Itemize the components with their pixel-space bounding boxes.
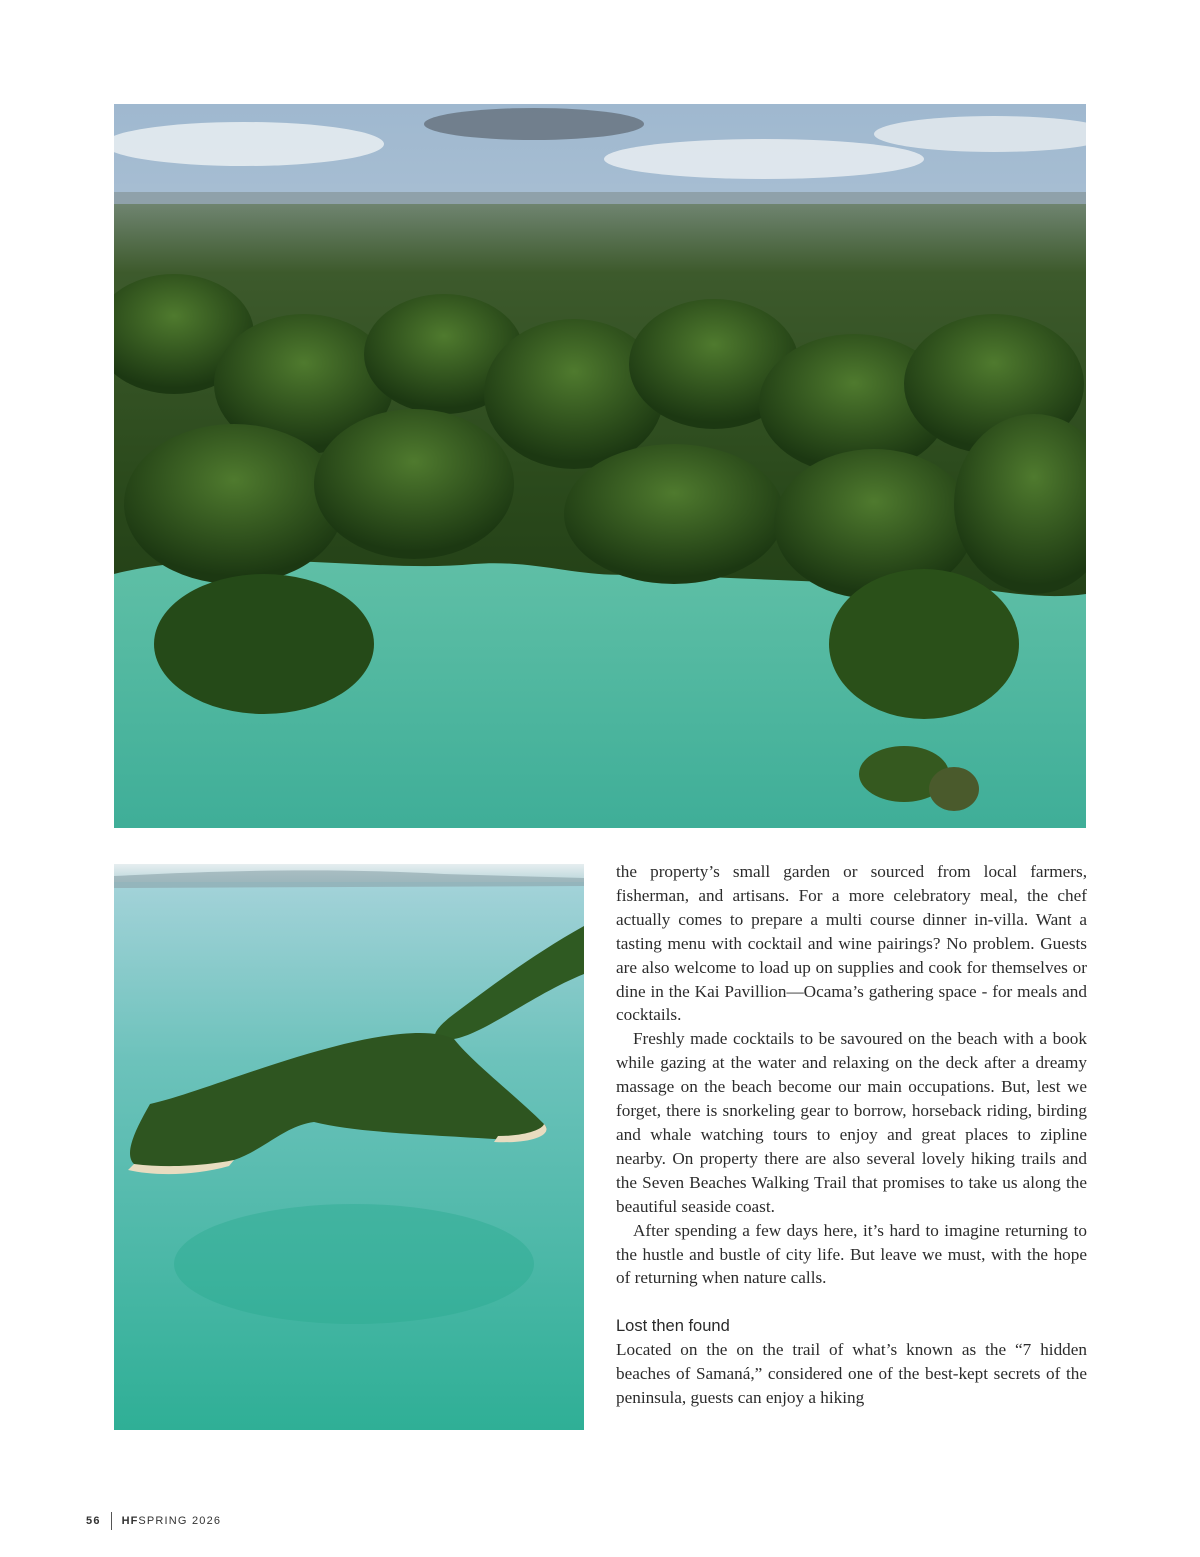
article-paragraph-2: Freshly made cocktails to be savoured on the beach with a book while gazing at the water and relaxing on the deck after a dreamy massage on the beach become our main occupations. But, lest we forget, there is snorkeling gear to borrow, horseback riding, birding and whale watching tours to enjoy and great places to zipline nearby. On property there are also several lovely hiking trails and the Seven Beaches Walking Trail that promises to take us along the beautiful seaside coast.: [616, 1029, 1087, 1216]
magazine-name: HF: [121, 1515, 139, 1527]
article-paragraph-4: Located on the on the trail of what’s known as the “7 hidden beaches of Samaná,” considered one of the best-kept secrets of the peninsula, guests can enjoy a hiking: [616, 1340, 1087, 1408]
aerial-karst-hills-bay-image: [114, 104, 1086, 828]
footer-divider: [111, 1512, 112, 1530]
section-subheading: Lost then found: [616, 1317, 730, 1336]
aerial-karst-hills-bay-photo: [114, 104, 1086, 828]
article-paragraph-1: the property’s small garden or sourced from local farmers, fisherman, and artisans. For a more celebratory meal, the chef actually comes to prepare a multi course dinner in-villa. Want a tasting menu with cocktail and wine pairings? No problem. Guests are also welcome to load up on supplies and cook for themselves or dine in the Kai Pavillion—Ocama’s gathering space - for meals and cocktails.: [616, 862, 1087, 1025]
page-number: 56: [86, 1515, 101, 1527]
issue-label: SPRING 2026: [138, 1515, 222, 1527]
article-paragraph-3: After spending a few days here, it’s hard to imagine returning to the hustle and bustle of city life. But leave we must, with the hope of returning when nature calls.: [616, 1220, 1087, 1288]
aerial-peninsula-lagoon-photo: [114, 864, 584, 1430]
aerial-peninsula-lagoon-image: [114, 864, 584, 1430]
page-footer: [86, 1512, 221, 1530]
article-body: [616, 860, 1087, 1410]
